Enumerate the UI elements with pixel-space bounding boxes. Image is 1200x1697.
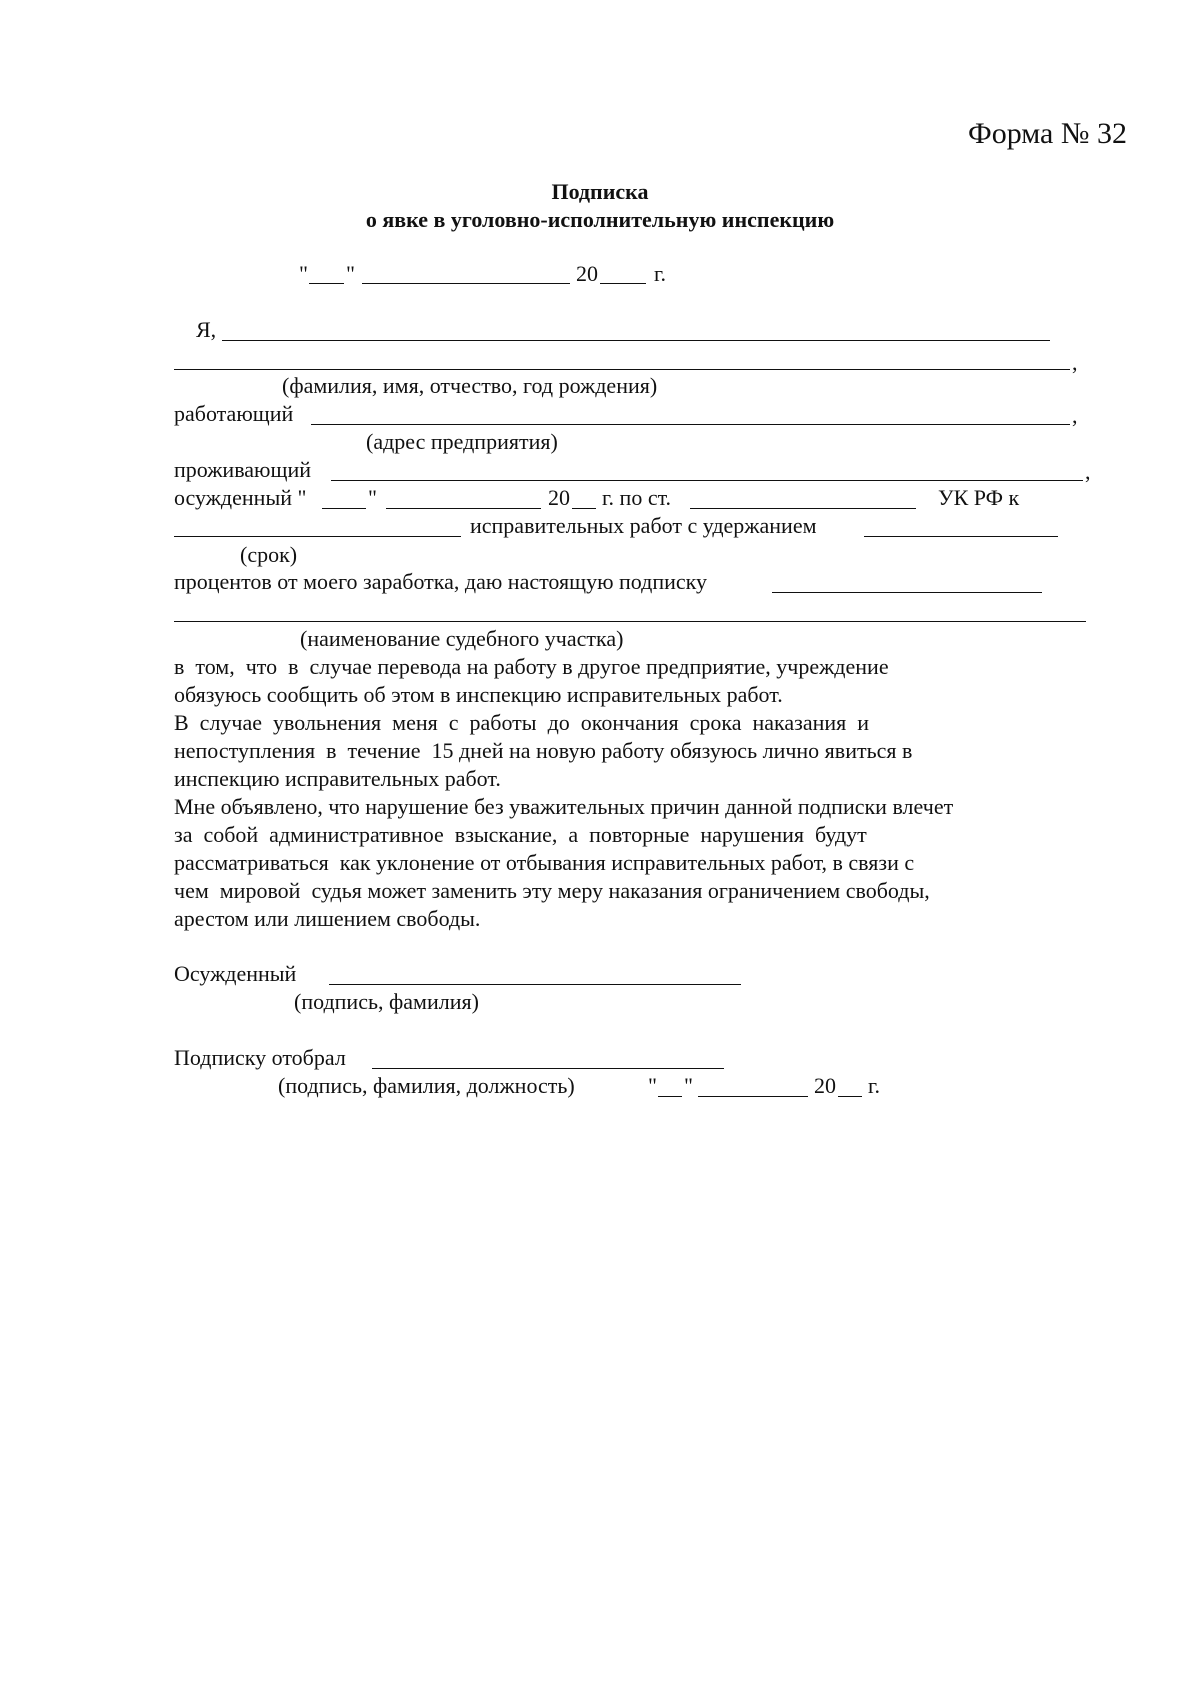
work-comma: , [1072, 403, 1078, 428]
convicted-signature-caption: (подпись, фамилия) [294, 989, 479, 1014]
body-p1-line1: в том, что в случае перевода на работу в другое предприятие, учреждение [174, 654, 889, 679]
convicted-code-label: УК РФ к [938, 485, 1020, 510]
taken-date-suffix: г. [868, 1073, 881, 1098]
document-title: Подписка [551, 179, 649, 204]
taken-by-label: Подписку отобрал [174, 1045, 346, 1070]
convicted-month-field[interactable] [386, 508, 541, 509]
live-label: проживающий [174, 457, 311, 482]
date-year-suffix: г. [654, 261, 667, 286]
live-comma: , [1085, 459, 1091, 484]
taken-date-month-field[interactable] [698, 1096, 808, 1097]
ya-label: Я, [196, 317, 217, 342]
document-subtitle: о явке в уголовно-исполнительную инспекцию [365, 207, 835, 232]
date-month-field[interactable] [362, 283, 570, 284]
form-number: Форма № 32 [968, 117, 1127, 150]
taken-date-year-field[interactable] [838, 1096, 862, 1097]
convicted-signature-field[interactable] [329, 984, 741, 985]
convicted-article-label: г. по ст. [602, 485, 672, 510]
subscription-court-field[interactable] [772, 592, 1042, 593]
fio-field-continued[interactable] [174, 369, 1070, 370]
live-address-field[interactable] [331, 480, 1083, 481]
court-name-field[interactable] [174, 621, 1086, 622]
work-address-field[interactable] [311, 424, 1070, 425]
convicted-article-field[interactable] [690, 508, 916, 509]
date-year-prefix: 20 [576, 261, 598, 286]
work-label: работающий [174, 401, 294, 426]
convicted-year-field[interactable] [572, 508, 596, 509]
convicted-year-prefix: 20 [548, 485, 570, 510]
fio-comma: , [1072, 350, 1078, 375]
taken-date-quote-open: " [648, 1073, 657, 1098]
convicted-signature-label: Осужденный [174, 961, 297, 986]
work-caption: (адрес предприятия) [366, 429, 558, 454]
taken-date-day-field[interactable] [658, 1096, 682, 1097]
body-p1-line2: обязуюсь сообщить об этом в инспекцию исправительных работ. [174, 682, 783, 707]
fio-field[interactable] [222, 340, 1050, 341]
body-p2-line1: В случае увольнения меня с работы до окончания срока наказания и [174, 710, 870, 735]
convicted-day-field[interactable] [322, 508, 366, 509]
labor-text: исправительных работ с удержанием [470, 513, 817, 538]
date-year-field[interactable] [600, 283, 646, 284]
taken-by-signature-field[interactable] [372, 1068, 724, 1069]
convicted-quote-close: " [368, 485, 377, 510]
fio-caption: (фамилия, имя, отчество, год рождения) [282, 373, 658, 398]
taken-date-year-prefix: 20 [814, 1073, 836, 1098]
body-p3-line5: арестом или лишением свободы. [174, 906, 481, 931]
body-p2-line3: инспекцию исправительных работ. [174, 766, 501, 791]
deduction-field[interactable] [864, 536, 1058, 537]
body-p2-line2: непоступления в течение 15 дней на новую работу обязуюсь лично явиться в [174, 738, 913, 763]
term-field[interactable] [174, 536, 461, 537]
date-day-field[interactable] [309, 283, 344, 284]
date-quote-close: " [346, 261, 355, 286]
taken-by-caption: (подпись, фамилия, должность) [278, 1073, 575, 1098]
percent-text: процентов от моего заработка, даю настоящую подписку [174, 569, 708, 594]
body-p3-line2: за собой административное взыскание, а повторные нарушения будут [174, 822, 867, 847]
court-caption: (наименование судебного участка) [300, 626, 624, 651]
taken-date-quote-close: " [684, 1073, 693, 1098]
convicted-label: осужденный " [174, 485, 307, 510]
body-p3-line4: чем мировой судья может заменить эту меру наказания ограничением свободы, [174, 878, 930, 903]
body-p3-line1: Мне объявлено, что нарушение без уважительных причин данной подписки влечет [174, 794, 954, 819]
date-quote-open: " [299, 261, 308, 286]
term-caption: (срок) [240, 542, 298, 567]
body-p3-line3: рассматриваться как уклонение от отбывания исправительных работ, в связи с [174, 850, 915, 875]
